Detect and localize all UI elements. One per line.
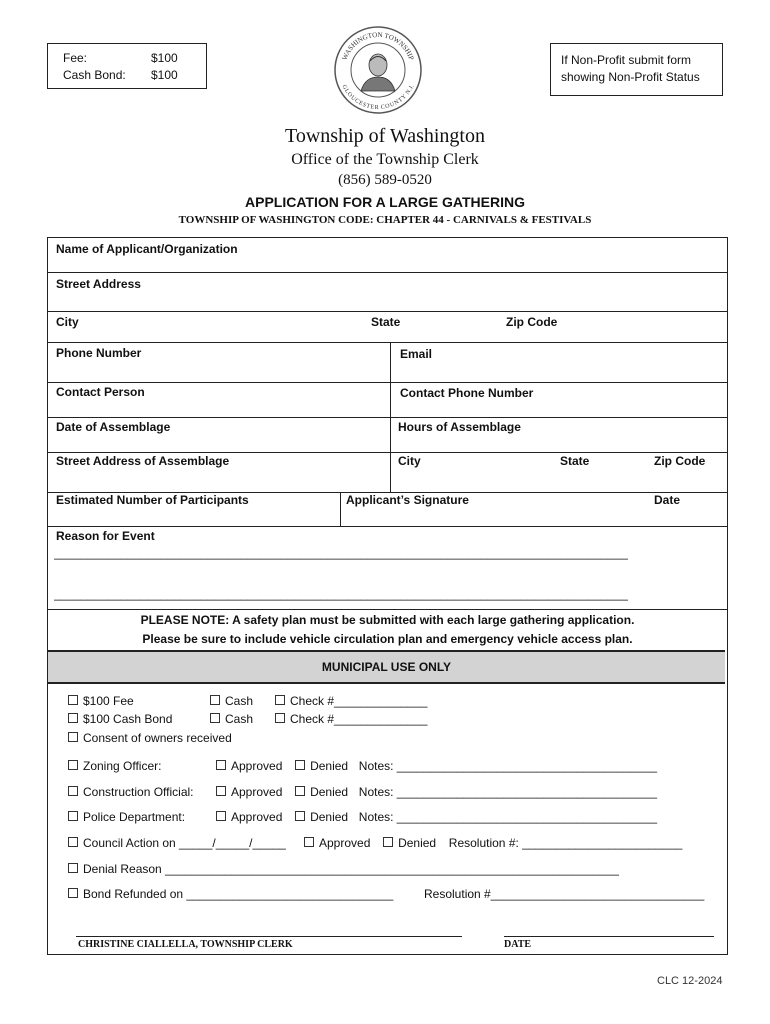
- construction-denied-label: Denied: [310, 785, 349, 799]
- construction-approved-label: Approved: [231, 785, 283, 799]
- denial-label: Denial Reason ____________________________________________________________________: [83, 862, 619, 876]
- bond-cash-option: [210, 712, 253, 726]
- council-approval-options: [304, 836, 682, 850]
- bond-row-label: $100 Cash Bond: [83, 712, 173, 726]
- municipal-use-header: [48, 650, 725, 684]
- construction-checkbox[interactable]: [68, 786, 78, 796]
- page-title: Township of Washington: [285, 125, 485, 147]
- township-seal: [333, 25, 423, 115]
- washington-portrait-icon: [361, 54, 395, 91]
- phone-number: (856) 589-0520: [338, 172, 432, 188]
- reason-line-1: ______________________________________________________________________________________: [54, 546, 628, 560]
- date-label: Date: [654, 493, 681, 507]
- fee-checkbox[interactable]: [68, 695, 78, 705]
- clerk-name: CHRISTINE CIALLELLA, TOWNSHIP CLERK: [78, 939, 293, 950]
- zoning-approved-checkbox[interactable]: [216, 760, 226, 770]
- contact-phone-field-label: Contact Phone Number: [400, 386, 534, 400]
- office-heading: Office of the Township Clerk: [291, 151, 479, 168]
- fee-value: $100: [151, 51, 178, 65]
- nonprofit-note-box: [550, 43, 723, 96]
- fee-cash-option: [210, 694, 253, 708]
- bond-refund-checkbox[interactable]: [68, 888, 78, 898]
- police-approved-checkbox[interactable]: [216, 811, 226, 821]
- city-field-label: City: [56, 315, 79, 329]
- reason-line-2: ______________________________________________________________________________________: [54, 587, 628, 601]
- email-field-label: Email: [400, 347, 433, 361]
- bond-refund-row: [68, 887, 393, 901]
- bond-check-label: Check #______________: [290, 712, 428, 726]
- council-label: Council Action on _____/_____/_____: [83, 836, 286, 850]
- code-reference: TOWNSHIP OF WASHINGTON CODE: CHAPTER 44 - CARNIVALS & FESTIVALS: [178, 214, 592, 226]
- participants-label: Estimated Number of Participants: [56, 493, 249, 507]
- phone-field-label: Phone Number: [56, 346, 142, 360]
- bond-cash-label: Cash: [225, 712, 254, 726]
- police-row: [68, 810, 185, 824]
- council-approved-checkbox[interactable]: [304, 837, 314, 847]
- bond-checkbox[interactable]: [68, 713, 78, 723]
- zoning-checkbox[interactable]: [68, 760, 78, 770]
- fee-cash-checkbox[interactable]: [210, 695, 220, 705]
- date-signature-line: [504, 936, 714, 937]
- signature-label: Applicant’s Signature: [346, 493, 469, 507]
- application-form: [47, 237, 728, 955]
- clerk-signature-line: [76, 936, 462, 937]
- construction-approved-checkbox[interactable]: [216, 786, 226, 796]
- form-code: CLC 12-2024: [657, 975, 723, 987]
- construction-approval-options: [216, 785, 657, 799]
- zip-field-label: Zip Code: [506, 315, 558, 329]
- assemblage-zip-label: Zip Code: [654, 454, 706, 468]
- state-field-label: State: [371, 315, 401, 329]
- bond-label: Cash Bond:: [63, 68, 126, 82]
- construction-row: [68, 785, 194, 799]
- assemblage-state-label: State: [560, 454, 590, 468]
- nonprofit-line1: If Non-Profit submit form: [561, 53, 692, 67]
- council-checkbox[interactable]: [68, 837, 78, 847]
- fee-row-label: $100 Fee: [83, 694, 134, 708]
- bond-row: [68, 712, 172, 726]
- zoning-approval-options: [216, 759, 657, 773]
- fee-box: [47, 43, 207, 89]
- zoning-row: [68, 759, 161, 773]
- safety-plan-note: PLEASE NOTE: A safety plan must be submitted with each large gathering application.: [140, 613, 635, 627]
- police-notes: Notes: _______________________________________: [358, 810, 658, 824]
- bond-check-checkbox[interactable]: [275, 713, 285, 723]
- fee-label: Fee:: [63, 51, 88, 65]
- bond-check-option: [275, 712, 427, 726]
- construction-notes: Notes: _______________________________________: [358, 785, 658, 799]
- council-resolution: Resolution #: ________________________: [448, 836, 683, 850]
- police-checkbox[interactable]: [68, 811, 78, 821]
- zoning-denied-checkbox[interactable]: [295, 760, 305, 770]
- denial-checkbox[interactable]: [68, 863, 78, 873]
- contact-field-label: Contact Person: [56, 385, 145, 399]
- bond-cash-checkbox[interactable]: [210, 713, 220, 723]
- police-label: Police Department:: [83, 810, 186, 824]
- police-approval-options: [216, 810, 657, 824]
- council-denied-label: Denied: [398, 836, 437, 850]
- bond-value: $100: [151, 68, 178, 82]
- zoning-notes: Notes: _______________________________________: [358, 759, 658, 773]
- circulation-plan-note: Please be sure to include vehicle circulation plan and emergency vehicle access plan.: [142, 632, 633, 646]
- council-approved-label: Approved: [319, 836, 371, 850]
- construction-denied-checkbox[interactable]: [295, 786, 305, 796]
- zoning-approved-label: Approved: [231, 759, 283, 773]
- consent-checkbox[interactable]: [68, 732, 78, 742]
- zoning-label: Zoning Officer:: [83, 759, 162, 773]
- reason-label: Reason for Event: [56, 529, 155, 543]
- fee-check-checkbox[interactable]: [275, 695, 285, 705]
- fee-cash-label: Cash: [225, 694, 254, 708]
- zoning-denied-label: Denied: [310, 759, 349, 773]
- police-denied-label: Denied: [310, 810, 349, 824]
- street-field-label: Street Address: [56, 277, 141, 291]
- police-approved-label: Approved: [231, 810, 283, 824]
- seal-top-text: WASHINGTON TOWNSHIP: [340, 30, 416, 62]
- nonprofit-line2: showing Non-Profit Status: [561, 70, 700, 84]
- construction-label: Construction Official:: [83, 785, 194, 799]
- consent-row: [68, 731, 232, 745]
- date-assemblage-label: Date of Assemblage: [56, 420, 171, 434]
- fee-row: [68, 694, 134, 708]
- council-row: [68, 836, 286, 850]
- fee-check-option: [275, 694, 427, 708]
- hours-assemblage-label: Hours of Assemblage: [398, 420, 521, 434]
- assemblage-city-label: City: [398, 454, 421, 468]
- municipal-heading: MUNICIPAL USE ONLY: [321, 660, 452, 674]
- seal-bottom-text: GLOUCESTER COUNTY N.J.: [340, 83, 416, 112]
- clerk-date-label: DATE: [504, 939, 532, 950]
- consent-label: Consent of owners received: [83, 731, 232, 745]
- fee-check-label: Check #______________: [290, 694, 428, 708]
- assemblage-street-label: Street Address of Assemblage: [56, 454, 230, 468]
- denial-row: [68, 862, 619, 876]
- council-denied-checkbox[interactable]: [383, 837, 393, 847]
- refund-resolution: Resolution #________________________________: [424, 887, 705, 901]
- name-field-label: Name of Applicant/Organization: [56, 242, 238, 256]
- application-title: APPLICATION FOR A LARGE GATHERING: [245, 194, 525, 210]
- bond-refund-label: Bond Refunded on _______________________________: [83, 887, 394, 901]
- police-denied-checkbox[interactable]: [295, 811, 305, 821]
